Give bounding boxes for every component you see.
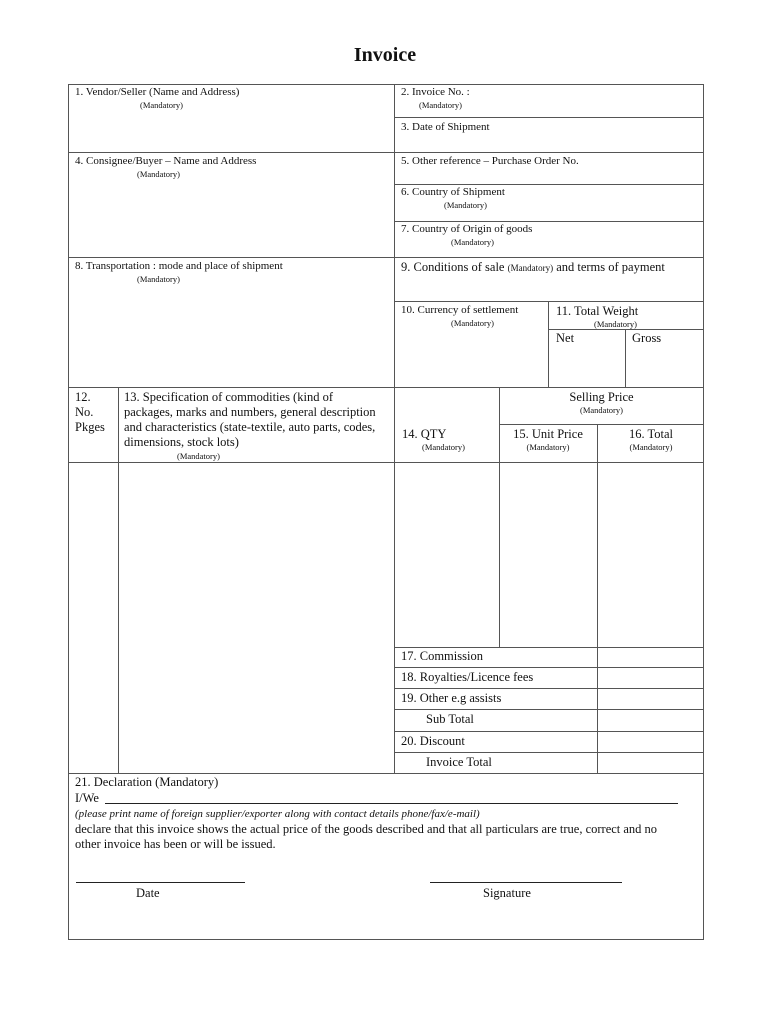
total-mandatory: (Mandatory)	[629, 442, 673, 452]
divider-total-4	[394, 709, 704, 710]
signature-line[interactable]	[430, 882, 622, 883]
divider-declaration	[68, 773, 704, 774]
commodity-spec-line-4: dimensions, stock lots)	[124, 435, 239, 449]
divider-right-4	[394, 221, 704, 222]
divider-right-3	[394, 184, 704, 185]
divider-total-1	[394, 647, 704, 648]
unit-price-mandatory: (Mandatory)	[526, 442, 570, 452]
please-print-note: (please print name of foreign supplier/exporter along with contact details phone/fax/e-mail)	[75, 808, 480, 820]
divider-net-gross	[625, 329, 626, 387]
terms-of-payment-text: and terms of payment	[556, 260, 665, 274]
total-label: 16. Total	[628, 427, 674, 441]
qty-mandatory: (Mandatory)	[422, 442, 465, 452]
divider-table-head	[68, 462, 704, 463]
divider-left-3	[68, 387, 394, 388]
divider-price-head	[499, 424, 704, 425]
invoice-no-label: 2. Invoice No. :	[401, 86, 470, 98]
vendor-seller-mandatory: (Mandatory)	[140, 100, 183, 110]
supplier-name-line[interactable]	[105, 803, 678, 804]
vendor-seller-label: 1. Vendor/Seller (Name and Address)	[75, 86, 240, 98]
total-weight-label: 11. Total Weight	[556, 304, 639, 318]
packages-pkges-label: Pkges	[75, 420, 105, 434]
transportation-mandatory: (Mandatory)	[137, 274, 180, 284]
country-of-shipment-label: 6. Country of Shipment	[401, 186, 505, 198]
border-left	[68, 84, 69, 940]
divider-left-1	[68, 152, 394, 153]
divider-total-2	[394, 667, 704, 668]
divider-pkges	[118, 387, 119, 773]
other-assists-label: 19. Other e.g assists	[401, 691, 502, 705]
other-reference-label: 5. Other reference – Purchase Order No.	[401, 155, 579, 167]
date-of-shipment-label: 3. Date of Shipment	[401, 121, 490, 133]
currency-of-settlement-label: 10. Currency of settlement	[401, 304, 519, 316]
border-top	[68, 84, 704, 85]
transportation-label: 8. Transportation : mode and place of shipment	[75, 260, 283, 272]
divider-total-5	[394, 731, 704, 732]
invoice-no-mandatory: (Mandatory)	[419, 100, 462, 110]
iwe-label: I/We	[75, 791, 99, 805]
commodity-spec-mandatory: (Mandatory)	[177, 451, 220, 461]
commodity-spec-line-3: and characteristics (state-textile, auto parts, codes,	[124, 420, 376, 434]
divider-main	[394, 84, 395, 773]
consignee-buyer-mandatory: (Mandatory)	[137, 169, 180, 179]
unit-price-label: 15. Unit Price	[513, 427, 583, 441]
net-weight-label: Net	[556, 331, 575, 345]
divider-right-2	[394, 152, 704, 153]
divider-right-6	[394, 301, 704, 302]
page-title: Invoice	[353, 44, 417, 66]
divider-weight	[548, 301, 549, 387]
currency-mandatory: (Mandatory)	[451, 318, 494, 328]
conditions-of-sale-text: 9. Conditions of sale	[401, 260, 505, 274]
commission-label: 17. Commission	[401, 649, 483, 663]
divider-qty	[499, 387, 500, 647]
sub-total-label: Sub Total	[426, 712, 474, 726]
declaration-text-line-1: declare that this invoice shows the actual price of the goods described and that all particulars are true, correct and no	[75, 822, 658, 836]
divider-weight-head	[548, 329, 704, 330]
discount-label: 20. Discount	[401, 734, 465, 748]
selling-price-mandatory: (Mandatory)	[580, 405, 623, 415]
invoice-total-label: Invoice Total	[426, 755, 492, 769]
declaration-label: 21. Declaration (Mandatory)	[75, 775, 219, 789]
packages-no-label: No.	[75, 405, 94, 419]
date-label: Date	[136, 886, 160, 900]
divider-right-1	[394, 117, 704, 118]
divider-total-3	[394, 688, 704, 689]
total-weight-mandatory: (Mandatory)	[594, 319, 637, 329]
commodity-spec-line-1: 13. Specification of commodities (kind of	[124, 390, 333, 404]
divider-right-5	[394, 257, 704, 258]
signature-label: Signature	[483, 886, 531, 900]
border-right	[703, 84, 704, 940]
country-of-origin-label: 7. Country of Origin of goods	[401, 223, 533, 235]
packages-number-label: 12.	[75, 390, 91, 404]
divider-unit-total	[597, 424, 598, 773]
consignee-buyer-label: 4. Consignee/Buyer – Name and Address	[75, 155, 257, 167]
border-bottom	[68, 939, 704, 940]
date-line[interactable]	[76, 882, 245, 883]
declaration-text-line-2: other invoice has been or will be issued.	[75, 837, 276, 851]
divider-right-7	[394, 387, 704, 388]
conditions-of-sale-mandatory: (Mandatory)	[507, 263, 554, 273]
royalties-label: 18. Royalties/Licence fees	[401, 670, 534, 684]
qty-label: 14. QTY	[402, 427, 447, 441]
country-of-shipment-mandatory: (Mandatory)	[444, 200, 487, 210]
commodity-spec-line-2: packages, marks and numbers, general description	[124, 405, 376, 419]
selling-price-label: Selling Price	[569, 390, 634, 404]
divider-total-6	[394, 752, 704, 753]
country-of-origin-mandatory: (Mandatory)	[451, 237, 494, 247]
conditions-of-sale-label	[401, 260, 665, 276]
gross-weight-label: Gross	[632, 331, 662, 345]
divider-left-2	[68, 257, 394, 258]
